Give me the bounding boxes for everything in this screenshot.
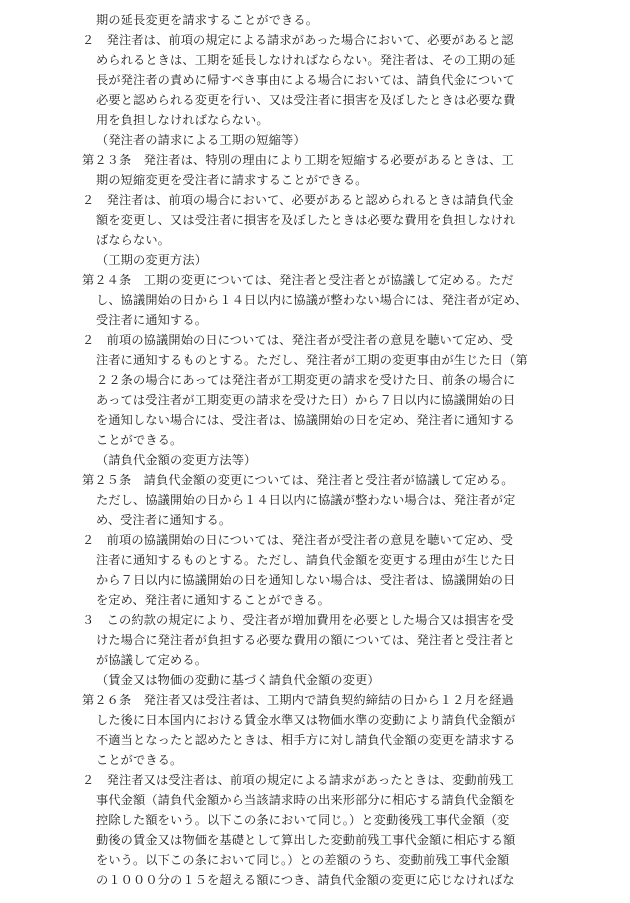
text-line: をいう。以下この条において同じ。）との差額のうち、変動前残工事代金額 [96,853,510,867]
text-line: から７日以内に協議開始の日を通知しない場合は、受注者は、協議開始の日 [96,573,516,587]
text-line: ２ 発注者は、前項の場合において、必要があると認められるときは請負代金 [82,193,514,207]
text-line: 額を変更し、又は受注者に損害を及ぼしたときは必要な費用を負担しなけれ [96,213,516,227]
text-line: 事代金額（請負代金額から当該請求時の出来形部分に相応する請負代金額を [96,793,516,807]
text-line: を通知しない場合には、受注者は、協議開始の日を定め、発注者に通知する [96,413,515,427]
text-line: 用を負担しなければならない。 [96,113,269,127]
section-heading: （発注者の請求による工期の短縮等） [96,133,306,147]
text-line: した後に日本国内における賃金水準又は物価水準の変動により請負代金額が [96,713,516,727]
text-line: 不適当となったと認めたときは、相手方に対し請負代金額の変更を請求する [96,733,516,747]
text-line: 注者に通知するものとする。ただし、請負代金額を変更する理由が生じた日 [96,553,516,567]
text-line: 期の短縮変更を受注者に請求することができる。 [96,173,368,187]
section-heading: （請負代金額の変更方法等） [96,453,257,467]
text-line: を定め、発注者に通知することができる。 [96,593,330,607]
article-line: 第２５条 請負代金額の変更については、発注者と受注者が協議して定める。 [82,473,514,487]
text-line: 期の延長変更を請求することができる。 [96,13,319,27]
section-heading: （工期の変更方法） [96,253,208,267]
article-line: 第２６条 発注者又は受注者は、工期内で請負契約締結の日から１２月を経過 [82,693,514,707]
text-line: め、受注者に通知する。 [96,513,232,527]
text-line: 必要と認められる変更を行い、又は受注者に損害を及ぼしたときは必要な費 [96,93,516,107]
text-line: ２ 前項の協議開始の日については、発注者が受注者の意見を聴いて定め、受 [82,533,514,547]
text-line: められるときは、工期を延長しなければならない。発注者は、その工期の延 [96,53,516,67]
text-line: ばならない。 [96,233,171,247]
text-line: ２ 発注者又は受注者は、前項の規定による請求があったときは、変動前残工 [82,773,514,787]
article-line: 第２３条 発注者は、特別の理由により工期を短縮する必要があるときは、工 [82,153,514,167]
text-line: ２ 前項の協議開始の日については、発注者が受注者の意見を聴いて定め、受 [82,333,514,347]
text-line: の１０００分の１５を超える額につき、請負代金額の変更に応じなければな [96,873,515,887]
article-line: 第２４条 工期の変更については、発注者と受注者とが協議して定める。ただ [82,273,514,287]
text-line: 受注者に通知する。 [96,313,208,327]
text-line: ことができる。 [96,433,183,447]
text-line: ２２条の場合にあっては発注者が工期変更の請求を受けた日、前条の場合に [96,373,516,387]
text-line: ことができる。 [96,753,183,767]
text-line: 控除した額をいう。以下この条において同じ。）と変動後残工事代金額（変 [96,813,510,827]
text-line: が協議して定める。 [96,653,208,667]
text-line: けた場合に発注者が負担する必要な費用の額については、発注者と受注者と [96,633,516,647]
text-line: ２ 発注者は、前項の規定による請求があった場合において、必要があると認 [82,33,514,47]
text-line: あっては受注者が工期変更の請求を受けた日）から７日以内に協議開始の日 [96,393,516,407]
text-line: 注者に通知するものとする。ただし、発注者が工期の変更事由が生じた日（第 [96,353,528,367]
text-line: し、協議開始の日から１４日以内に協議が整わない場合には、発注者が定め、 [96,293,528,307]
text-line: ３ この約款の規定により、受注者が増加費用を必要とした場合又は損害を受 [82,613,514,627]
section-heading: （賃金又は物価の変動に基づく請負代金額の変更） [96,673,380,687]
text-line: ただし、協議開始の日から１４日以内に協議が整わない場合は、発注者が定 [96,493,516,507]
text-line: 長が発注者の責めに帰すべき事由による場合においては、請負代金について [96,73,515,87]
text-line: 動後の賃金又は物価を基礎として算出した変動前残工事代金額に相応する額 [96,833,516,847]
